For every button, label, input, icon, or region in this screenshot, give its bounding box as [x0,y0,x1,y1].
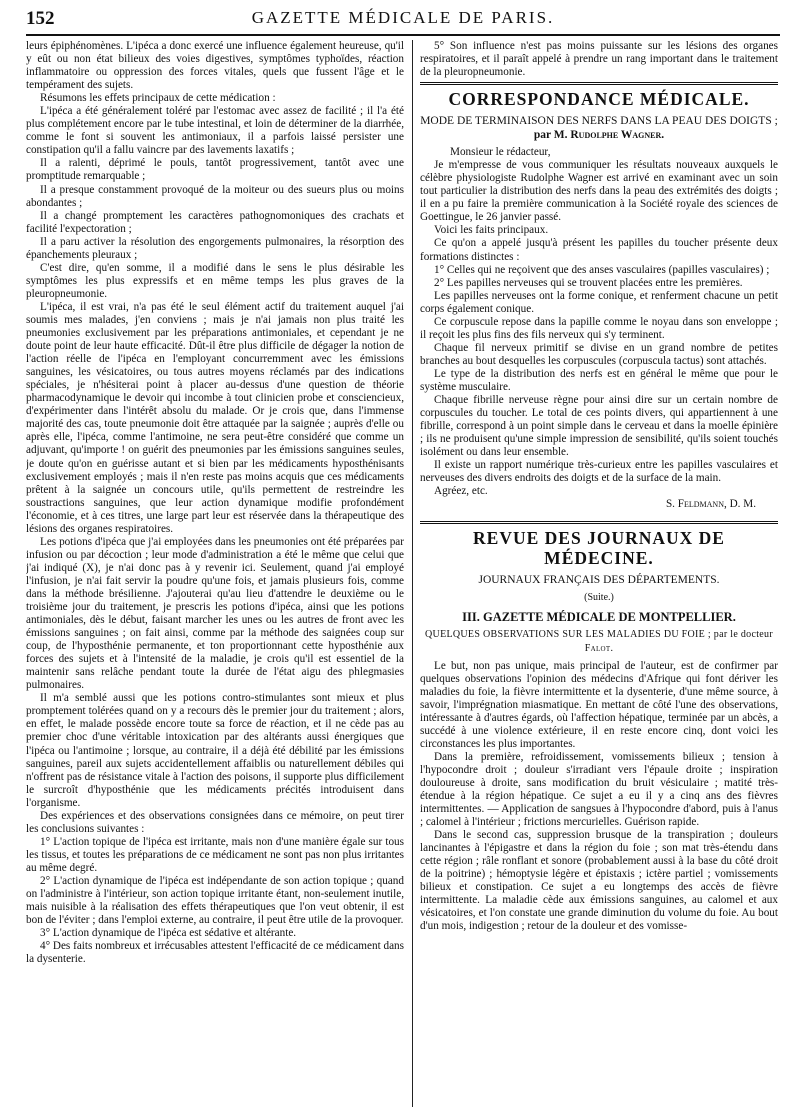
paragraph: Il existe un rapport numérique très-curieux entre les papilles vasculaires et nerveuses des divers endroits des doigts et de la surface de la main. [420,459,778,485]
correspondance-subtitle [420,114,778,142]
article-by: par le docteur [713,628,773,640]
article-heading [420,628,778,656]
revue-section-heading: III. GAZETTE MÉDICALE DE MONTPELLIER. [462,610,736,625]
correspondance-subject: MODE DE TERMINAISON DES NERFS DANS LA PEAU DES DOIGTS ; [420,115,778,128]
correspondance-by: par M. [533,129,571,142]
paragraph: Les papilles nerveuses ont la forme conique, et renferment chacune un petit corps également conique. [420,289,778,315]
paragraph: Il a changé promptement les caractères pathognomoniques des crachats et facilité l'expectoration ; [26,209,404,235]
paragraph: 1° Celles qui ne reçoivent que des anses vasculaires (papilles vasculaires) ; [434,263,770,276]
paragraph: 5° Son influence n'est pas moins puissante sur les lésions des organes respiratoires, et il paraît appelé à prendre un rang important dans le traitement de la pleuropneumonie. [420,40,778,79]
page-number: 152 [26,8,55,29]
paragraph: Chaque fil nerveux primitif se divise en un grand nombre de petites branches au bout desquelles les corpuscules (corpuscula tactus) sont attachés. [420,341,778,367]
paragraph: Il a ralenti, déprimé le pouls, tantôt progressivement, tantôt avec une promptitude remarquable ; [26,157,404,183]
paragraph: 3° L'action dynamique de l'ipéca est sédative et altérante. [40,927,297,940]
paragraph: Dans la première, refroidissement, vomissements bilieux ; tension à l'hypocondre droit ; douleur s'irradiant vers l'épaule droite ; inspiration douloureuse à droite, sans modification du bruit vésiculaire ; matité très-étendue à la région hépatique. Ce sujet a eu il y a cinq ans des fièvres intermittentes. — Application de sangsues à l'hypocondre d'abord, puis à l'anus ; calomel à l'intérieur ; frictions mercurielles. Guérison rapide. [420,750,778,829]
revue-subtitle: JOURNAUX FRANÇAIS DES DÉPARTEMENTS. [478,574,720,587]
revue-title: REVUE DES JOURNAUX DE MÉDECINE. [473,528,725,569]
correspondance-title: CORRESPONDANCE MÉDICALE. [448,89,750,110]
article-subject: QUELQUES OBSERVATIONS SUR LES MALADIES DU FOIE ; [425,628,711,640]
paragraph: Résumons les effets principaux de cette médication : [40,92,276,105]
paragraph: Voici les faits principaux. [434,224,549,237]
section-rule [420,82,778,85]
paragraph: Agréez, etc. [434,485,488,498]
paragraph: Il a paru activer la résolution des engorgements pulmonaires, la résorption des épanchements pleuraux ; [26,235,404,261]
right-column [420,40,778,1109]
paragraph: C'est dire, qu'en somme, il a modifié dans le sens le plus désirable les symptômes les plus expressifs et en même temps les plus graves de la pleuropneumonie. [26,261,404,300]
revue-suite: (Suite.) [584,592,614,604]
column-divider [412,40,413,1107]
paragraph: Les potions d'ipéca que j'ai employées dans les pneumonies ont été préparées par infusion ou par décoction ; leur mode d'administration a été le même que celui que j'ai indiqué (X), je n'ai donc pas à y revenir ici. Seulement, quand j'ai employé l'infusion, je n'ai fait servir la poudre qu'une fois, et jamais plusieurs fois, comme dans la méthode brésilienne. J'ajouterai qu'au lieu d'attendre le deuxième ou le troisième jour du traitement, je prescris les potions d'ipéca, ainsi que les potions antimoniales, dès le début, faisant marcher les unes ou les autres de front avec les émissions sanguines ; on fait ainsi, comme par la méthode des saignées coup sur coup, de l'hyposthénie permanente, et ton proportionnant cette hyposthénie aux forces des sujets et à l'intensité de la maladie, je crois qu'il est essentiel de la maintenir sans relâche pendant toute la durée de l'état aigu des phlegmasies pulmonaires. [26,535,404,692]
paragraph: Il a presque constamment provoqué de la moiteur ou des sueurs plus ou moins abondantes ; [26,183,404,209]
paragraph: Je m'empresse de vous communiquer les résultats nouveaux auxquels le célèbre physiologiste Rudolphe Wagner est arrivé en examinant avec un soin tout particulier la distribution des nerfs dans la peau des extrémités des doigts ; il en a pu faire la première communication à la Société royale des sciences de Goettingue, le 26 janvier passé. [420,159,778,224]
section-rule [420,521,778,524]
paragraph: 2° L'action dynamique de l'ipéca est indépendante de son action topique ; quand on l'administre à l'intérieur, son action topique irritante étant, non-seulement inutile, mais nuisible à la réalisation des effets thérapeutiques que l'on veut obtenir, il est bon de l'éviter ; dans l'emploi externe, au contraire, il peut être utile de la provoquer. [26,875,404,927]
left-column [26,40,404,1109]
paragraph: L'ipéca a été généralement toléré par l'estomac avec assez de facilité ; il l'a été plus complétement encore par le tube intestinal, et loin de déterminer de la diarrhée, comme le font si souvent les antimoniaux, il a parfois laissé persister une constipation qu'il a fallu vaincre par des lavements laxatifs ; [26,105,404,157]
paragraph: leurs épiphénomènes. L'ipéca a donc exercé une influence également heureuse, qu'il y eût ou non état bilieux des voies digestives, symptômes typhoïdes, réaction inflammatoire ou oppression des forces vitales, quels que fussent l'âge et le tempérament des sujets. [26,40,404,92]
correspondance-author: Rudolphe Wagner. [570,129,665,142]
paragraph: Le but, non pas unique, mais principal de l'auteur, est de confirmer par quelques observations l'opinion des médecins d'Afrique qui font dériver les maladies du foie, la fièvre intermittente et la dysenterie, d'une même source, à savoir, l'imprégnation miasmatique. En mettant de côté l'une des observations, intéressante à d'autres égards, où l'affection hépatique, terminée par un abcès, a succédé à une violence extérieure, il en reste encore cinq, dont voici les circonstances les plus importantes. [420,659,778,750]
paragraph: Ce qu'on a appelé jusqu'à présent les papilles du toucher présente deux formations distinctes : [420,237,778,263]
journal-title: GAZETTE MÉDICALE DE PARIS. [251,8,555,27]
paragraph: Il m'a semblé aussi que les potions contro-stimulantes sont mieux et plus promptement tolérées quand on y a recours dès le premier jour du traitement ; alors, en effet, le malade possède encore toute sa force de réaction, et il ne cède pas au premier choc d'une véritable intoxication par des altérants aussi énergiques que l'ipéca ou l'antimoine ; lorsque, au contraire, il a déjà été débilité par les émissions sanguines, pareil aux sujets accidentellement affaiblis ou naturellement débiles qui n'offrent pas de résistance vitale à l'action des poisons, il supporte plus difficilement le surcroît d'hyposthénie que les médicaments précités introduisent dans l'organisme. [26,692,404,809]
paragraph: L'ipéca, il est vrai, n'a pas été le seul élément actif du traitement auquel j'ai soumis mes malades, j'en conviens ; mais je n'ai jamais non plus traité les pneumonies exclusivement par les préparations antimoniales, et cependant je ne doute point de leur haute efficacité. Dût-il être plus difficile de dégager la notion de l'action réelle de l'ipéca en l'employant concurremment avec les émissions sanguines, les vésicatoires, ou tous autres moyens réclamés par des indications spéciales, je n'hésiterai point à placer au-dessus d'une question de théorie pharmacodynamique le devoir qui incombe à tout clinicien probe et consciencieux, d'expérimenter dans l'intérêt absolu du malade. Or je crois que, dans l'immense majorité des cas, toute pneumonie doit être attaquée par la saignée ; auprès d'elle ou après elle, l'ipéca, comme l'antimoine, ne sera peut-être considéré que comme un adjuvant, qu'importe ! on guérit des pneumonies par les émissions sanguines seules, je doute qu'on en guérisse autant et si bien par les médicaments hyposthénisants exclusivement employés ; mais il n'en reste pas moins acquis que ces médicaments prêtent à la saignée un concours utile, qu'ils permettent de restreindre les soustractions sanguines, que leur action dynamique modifie profondément l'économie, et à ces titres, une large part leur est réservée dans la thérapeutique des lésions des organes respiratoires. [26,300,404,535]
paragraph: 4° Des faits nombreux et irrécusables attestent l'efficacité de ce médicament dans la dysenterie. [26,940,404,966]
paragraph: Des expériences et des observations consignées dans ce mémoire, on peut tirer les conclusions suivantes : [26,809,404,835]
signature: S. Feldmann, D. M. [665,498,756,511]
paragraph: Ce corpuscule repose dans la papille comme le noyau dans son enveloppe ; il reçoit les plus fins des fils nerveux qui s'y terminent. [420,315,778,341]
salutation: Monsieur le rédacteur, [450,146,551,159]
paragraph: Chaque fibrille nerveuse règne pour ainsi dire sur un certain nombre de corpuscules du toucher. Le total de ces points divers, qui appartiennent à une fibrille, correspond à un point simple dans le cerveau et dans la moelle épinière ; ils ne produisent qu'une simple impression de sensibilité, qu'ils soient touchés isolément ou dans leur ensemble. [420,394,778,459]
article-author: Falot. [584,642,614,654]
paragraph: Le type de la distribution des nerfs est en général le même que pour le système musculaire. [420,367,778,393]
page-header [26,6,780,36]
paragraph: 2° Les papilles nerveuses qui se trouvent placées entre les premières. [434,276,743,289]
paragraph: Dans le second cas, suppression brusque de la transpiration ; douleurs lancinantes à l'épigastre et dans la région du foie ; son mat très-étendu dans cette région ; râle ronflant et sonore (probablement aussi à la base du côté droit de la poitrine) ; hémoptysie légère et épistaxis ; ictère partiel ; vomissements bilieux et constipation. Ce sujet a eu longtemps des accès de fièvre intermittente. La maladie cède aux émissions sanguines, au calomel et aux vésicatoires, et l'on constate une grande diminution du volume du foie. Au bout d'un mois, indigestion ; retour de la douleur et des vomisse- [420,829,778,933]
paragraph: 1° L'action topique de l'ipéca est irritante, mais non d'une manière égale sur tous les tissus, et toutes les préparations de ce médicament ne sont pas non plus irritantes au même degré. [26,835,404,874]
